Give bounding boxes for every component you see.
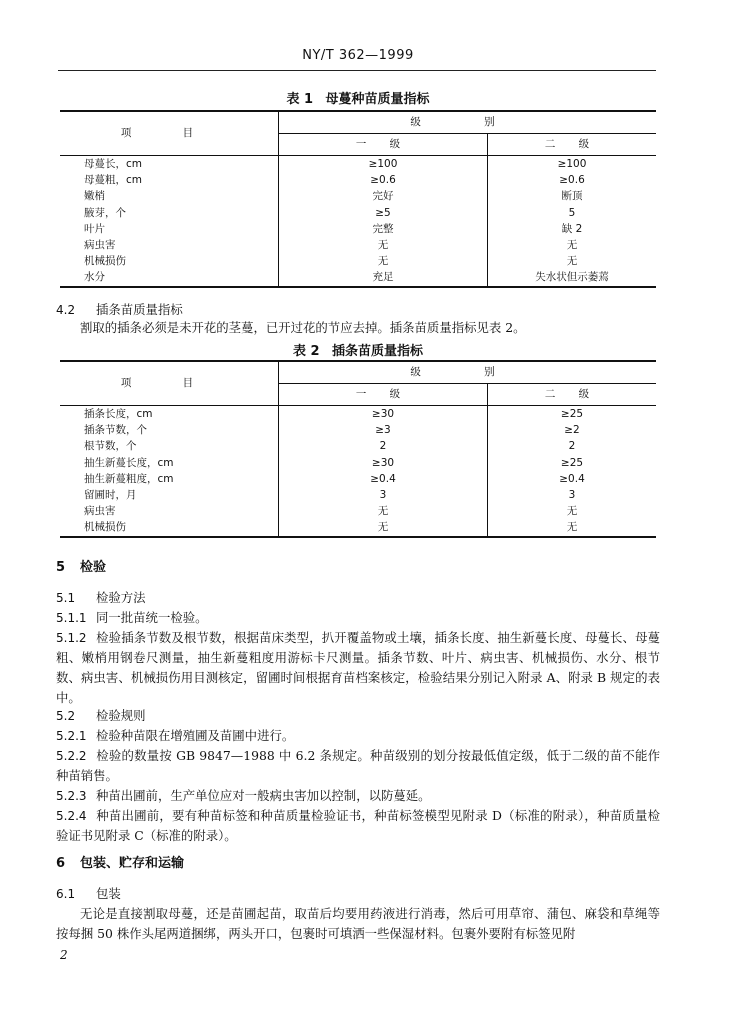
table1-grade-header: 级 别: [279, 111, 657, 134]
row-item: 插条长度，cm: [60, 406, 279, 423]
section-text: 检验种苗限在增殖圃及苗圃中进行。: [96, 728, 295, 743]
grade1-value: 无: [279, 237, 488, 253]
section-5-heading: [56, 556, 106, 575]
table2-caption-title: 插条苗质量指标: [332, 344, 424, 359]
row-item: 腋芽，个: [60, 205, 279, 221]
row-item: 机械损伤: [60, 519, 279, 536]
table2-caption: [60, 340, 656, 359]
table-row: [60, 188, 656, 204]
section-title: 检验: [80, 560, 107, 575]
row-item: 留圃时，月: [60, 487, 279, 503]
table-row: [60, 253, 656, 269]
section-6-1-heading: [56, 884, 660, 904]
section-number: 4.2: [56, 303, 76, 317]
row-item: 病虫害: [60, 503, 279, 519]
section-4-2-paragraph: 割取的插条必须是未开花的茎蔓，已开过花的节应去掉。插条苗质量指标见表 2。: [80, 320, 526, 335]
section-5-1-1: [56, 608, 660, 628]
grade2-value: 无: [566, 505, 578, 518]
table-row: [60, 205, 656, 221]
table2-grade2-header: 二 级: [488, 384, 657, 406]
grade1-value: 充足: [279, 269, 488, 286]
grade1-value: ≥3: [279, 422, 488, 438]
table-row: [60, 269, 656, 286]
table2-grade1-header: 一 级: [279, 384, 488, 406]
section-5-2-1: [56, 726, 660, 746]
row-item: 水分: [60, 269, 279, 286]
grade1-value: 完整: [279, 221, 488, 237]
table-row: [60, 487, 656, 503]
grade1-value: 3: [279, 487, 488, 503]
section-5-2-2: [56, 746, 660, 786]
grade2-value: ≥25: [560, 408, 584, 420]
section-5-1-2: [56, 628, 660, 708]
row-item: 插条节数，个: [60, 422, 279, 438]
section-number: 5.2.1: [56, 729, 87, 743]
section-text: 检验插条节数及根节数，根据苗床类型，扒开覆盖物或土壤，插条长度、抽生新蔓长度、母蔓长、母蔓粗、嫩梢用钢卷尺测量，抽生新蔓粗度用游标卡尺测量。插条节数、叶片、病虫害、机械损伤、水分、根节数、病虫害、机械损伤用目测核定，留圃时间根据育苗档案核定，检验结果分别记入附录 A、附录 B 规定的表中。: [56, 630, 660, 705]
section-number: 5.2.4: [56, 809, 87, 823]
grade1-value: ≥30: [279, 406, 488, 423]
grade2-value: 缺 2: [561, 222, 583, 235]
section-number: 5.2: [56, 709, 76, 723]
grade1-value: ≥0.6: [279, 172, 488, 188]
header-rule: [58, 70, 656, 71]
section-5-2-4: [56, 806, 660, 846]
table-row: [60, 156, 656, 173]
table-row: [60, 438, 656, 454]
row-item: 抽生新蔓长度，cm: [60, 455, 279, 471]
row-item: 母蔓粗，cm: [60, 172, 279, 188]
table-row: [60, 172, 656, 188]
table1-caption-number: 表 1: [286, 92, 314, 107]
grade1-value: 2: [279, 438, 488, 454]
section-title: 包装、贮存和运输: [80, 856, 185, 871]
row-item: 机械损伤: [60, 253, 279, 269]
grade1-value: ≥5: [279, 205, 488, 221]
table-row: [60, 503, 656, 519]
section-4-2-heading: [56, 300, 183, 318]
section-number: 5.1.2: [56, 631, 87, 645]
table1-grade1-header: 一 级: [279, 134, 488, 156]
table-row: [60, 471, 656, 487]
table2: [60, 360, 656, 538]
row-item: 母蔓长，cm: [60, 156, 279, 173]
grade2-value: 2: [568, 440, 576, 453]
section-title: 检验方法: [96, 590, 146, 605]
grade2-value: ≥100: [557, 158, 587, 170]
grade2-value: 5: [568, 206, 576, 219]
section-title: 包装: [96, 886, 121, 901]
grade1-value: 无: [279, 503, 488, 519]
section-text: 种苗出圃前，要有种苗标签和种苗质量检验证书，种苗标签模型见附录 D（标准的附录），种苗质量检验证书见附录 C（标准的附录）。: [56, 808, 660, 843]
section-6-heading: [56, 852, 184, 871]
section-6-1-paragraph: 无论是直接割取母蔓，还是苗圃起苗，取苗后均要用药液进行消毒，然后可用草帘、蒲包、麻袋和草绳等按每捆 50 株作头尾两道捆绑，两头开口，包裹时可填洒一些保湿材料。包裹外要附有标签见附: [56, 906, 660, 941]
standard-code-header: NY/T 362—1999: [302, 48, 414, 63]
table2-grade-header: 级 别: [279, 361, 657, 384]
page-number: 2: [60, 948, 68, 962]
section-text: 种苗出圃前，生产单位应对一般病虫害加以控制，以防蔓延。: [96, 788, 431, 803]
table2-item-header: 项 目: [60, 361, 279, 406]
grade2-value: 无: [566, 239, 578, 252]
section-text: 检验的数量按 GB 9847—1988 中 6.2 条规定。种苗级别的划分按最低值定级，低于二级的苗不能作种苗销售。: [56, 748, 660, 783]
section-number: 5.2.2: [56, 749, 87, 763]
grade2-value: ≥0.6: [559, 174, 585, 187]
section-number: 5.1: [56, 591, 76, 605]
grade2-value: ≥0.4: [559, 472, 585, 485]
grade2-value: 失水状但示萎蔫: [535, 271, 609, 284]
table-row: [60, 519, 656, 536]
grade2-value: 3: [568, 489, 576, 502]
section-number: 6.1: [56, 887, 76, 901]
row-item: 病虫害: [60, 237, 279, 253]
section-number: 5.1.1: [56, 611, 87, 625]
section-5-2-heading: [56, 706, 660, 726]
table1-caption: [60, 88, 656, 107]
section-title: 检验规则: [96, 708, 146, 723]
row-item: 抽生新蔓粗度，cm: [60, 471, 279, 487]
table-row: [60, 455, 656, 471]
row-item: 根节数，个: [60, 438, 279, 454]
table1: [60, 110, 656, 288]
section-5-1-heading: [56, 588, 660, 608]
section-text: 同一批苗统一检验。: [96, 610, 208, 625]
table1-grade2-header: 二 级: [488, 134, 657, 156]
row-item: 嫩梢: [60, 188, 279, 204]
table-row: [60, 237, 656, 253]
section-number: 5: [56, 560, 66, 575]
grade1-value: 无: [279, 519, 488, 536]
grade2-value: 无: [566, 255, 578, 268]
section-number: 6: [56, 856, 66, 871]
table1-caption-title: 母蔓种苗质量指标: [325, 92, 430, 107]
grade2-value: 无: [566, 521, 578, 534]
grade1-value: ≥0.4: [279, 471, 488, 487]
section-5-2-3: [56, 786, 660, 806]
table-row: [60, 406, 656, 423]
grade2-value: ≥2: [564, 424, 580, 437]
grade1-value: ≥30: [279, 455, 488, 471]
table-row: [60, 221, 656, 237]
section-title: 插条苗质量指标: [96, 302, 183, 317]
section-number: 5.2.3: [56, 789, 87, 803]
table2-caption-number: 表 2: [292, 344, 320, 359]
grade2-value: 断顶: [561, 190, 583, 203]
grade2-value: ≥25: [560, 456, 584, 469]
grade1-value: 无: [279, 253, 488, 269]
row-item: 叶片: [60, 221, 279, 237]
table-row: [60, 422, 656, 438]
table1-item-header: 项 目: [60, 111, 279, 156]
grade1-value: 完好: [279, 188, 488, 204]
grade1-value: ≥100: [279, 156, 488, 173]
